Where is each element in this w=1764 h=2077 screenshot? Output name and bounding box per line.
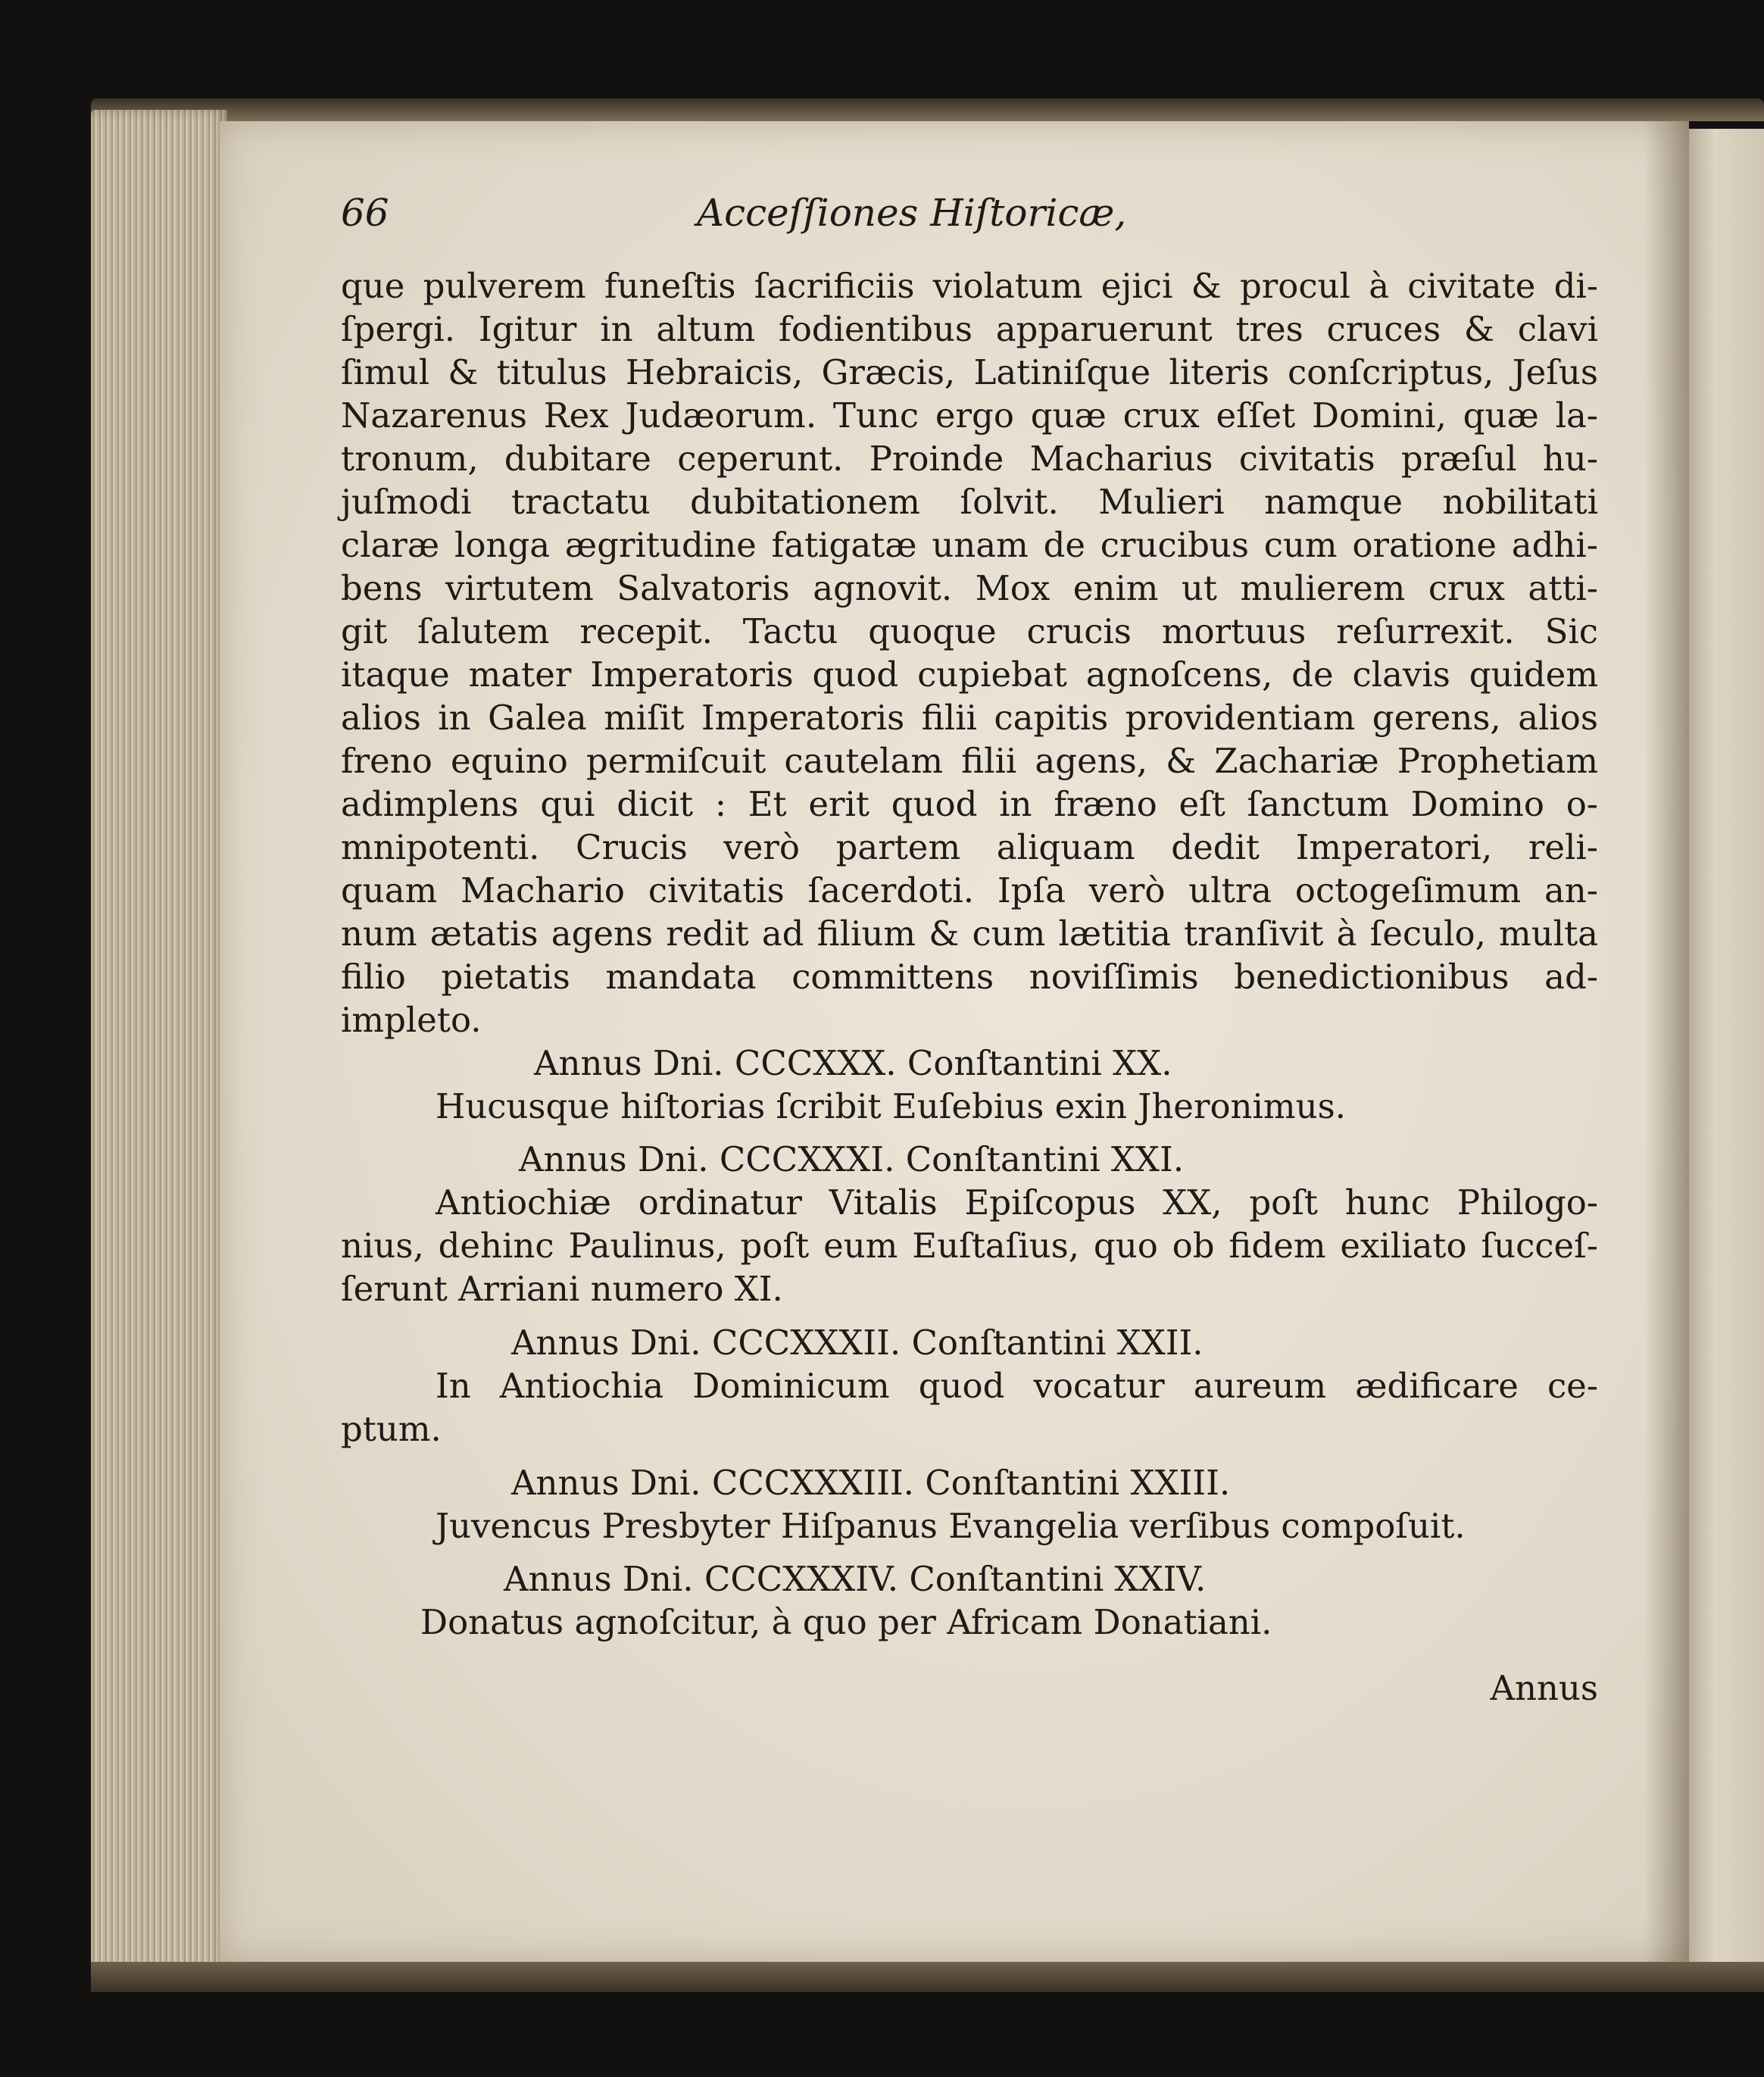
text-line: filio pietatis mandata committens noviſſimis benedictionibus ad- — [341, 957, 1598, 997]
entry-text: Donatus agnoſcitur, à quo per Africam Donatiani. — [420, 1602, 1272, 1642]
text-line: freno equino permiſcuit cautelam filii agens, & Zachariæ Prophetiam — [341, 741, 1598, 781]
text-line: claræ longa ægritudine fatigatæ unam de crucibus cum oratione adhi- — [341, 525, 1598, 565]
entry-text: nius, dehinc Paulinus, poſt eum Euſtaſius, quo ob fidem exiliato ſucceſ- — [341, 1226, 1598, 1266]
text-line: juſmodi tractatu dubitationem ſolvit. Mulieri namque nobilitati — [341, 482, 1598, 522]
entry-text: In Antiochia Dominicum quod vocatur aureum ædificare ce- — [436, 1366, 1598, 1406]
annus-heading: Annus Dni. CCCXXXI. Conſtantini XXI. — [519, 1139, 1185, 1179]
book-cover-top — [91, 98, 1764, 121]
annus-heading: Annus Dni. CCCXXX. Conſtantini XX. — [534, 1043, 1172, 1083]
page-edges — [91, 110, 227, 1981]
page-number: 66 — [341, 191, 389, 235]
entry-text: ptum. — [341, 1409, 442, 1449]
entry-text: Juvencus Presbyter Hiſpanus Evangelia verſibus compoſuit. — [436, 1506, 1466, 1546]
facing-page-edge — [1689, 129, 1764, 1962]
entry-text: ſerunt Arriani numero XI. — [341, 1269, 783, 1309]
text-line: ſpergi. Igitur in altum fodientibus apparuerunt tres cruces & clavi — [341, 309, 1598, 349]
text-line: mnipotenti. Crucis verò partem aliquam dedit Imperatori, reli- — [341, 827, 1598, 867]
text-line: alios in Galea miſit Imperatoris filii capitis providentiam gerens, alios — [341, 698, 1598, 738]
text-line: Nazarenus Rex Judæorum. Tunc ergo quæ crux eſſet Domini, quæ la- — [341, 395, 1598, 436]
text-line: ſimul & titulus Hebraicis, Græcis, Latiniſque literis conſcriptus, Jeſus — [341, 352, 1598, 392]
text-line: git ſalutem recepit. Tactu quoque crucis mortuus reſurrexit. Sic — [341, 611, 1598, 651]
running-title: Acceſſiones Hiſtoricæ, — [697, 191, 1127, 235]
text-line: itaque mater Imperatoris quod cupiebat agnoſcens, de clavis quidem — [341, 654, 1598, 695]
text-line: quam Machario civitatis ſacerdoti. Ipſa verò ultra octogeſimum an- — [341, 870, 1598, 910]
annus-heading: Annus Dni. CCCXXXIII. Conſtantini XXIII. — [511, 1463, 1231, 1503]
page-header — [341, 182, 1598, 242]
annus-heading: Annus Dni. CCCXXXIV. Conſtantini XXIV. — [504, 1559, 1207, 1599]
page-gutter — [1644, 121, 1689, 1962]
text-line: adimplens qui dicit : Et erit quod in fræno eſt ſanctum Domino o- — [341, 784, 1598, 824]
book-cover-bottom — [91, 1962, 1764, 1992]
annus-heading: Annus Dni. CCCXXXII. Conſtantini XXII. — [511, 1323, 1204, 1363]
entry-text: Antiochiæ ordinatur Vitalis Epiſcopus XX, poſt hunc Philogo- — [436, 1182, 1598, 1223]
catchword: Annus — [1490, 1668, 1598, 1708]
text-line: num ætatis agens redit ad filium & cum lætitia tranſivit à ſeculo, multa — [341, 914, 1598, 954]
entry-text: Hucusque hiſtorias ſcribit Euſebius exin Jheronimus. — [436, 1086, 1346, 1126]
text-line: que pulverem funeſtis ſacrificiis violatum ejici & procul à civitate di- — [341, 266, 1598, 306]
text-line: bens virtutem Salvatoris agnovit. Mox enim ut mulierem crux atti- — [341, 568, 1598, 608]
text-line: impleto. — [341, 1000, 482, 1040]
text-line: tronum, dubitare ceperunt. Proinde Macharius civitatis præſul hu- — [341, 439, 1598, 479]
